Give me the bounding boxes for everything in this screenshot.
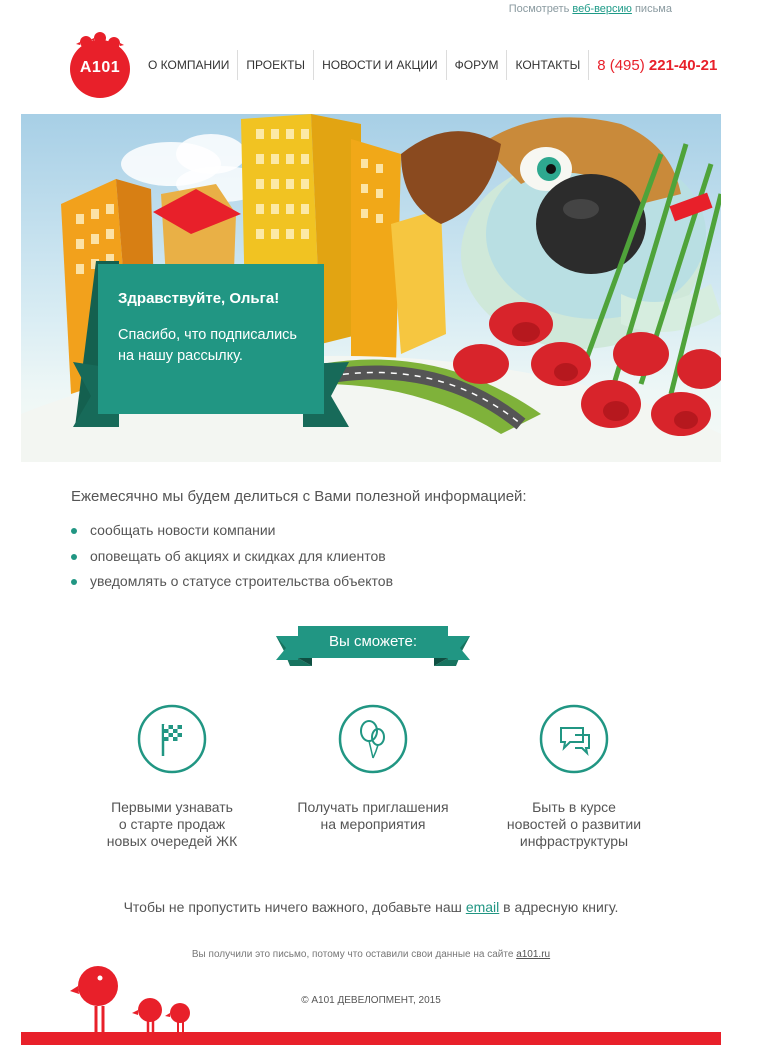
greeting-card	[98, 264, 324, 414]
feature-text	[290, 799, 456, 833]
web-version-prefix: Посмотреть	[508, 3, 573, 15]
logo-text: А101	[79, 59, 121, 76]
site-link[interactable]: a101.ru	[516, 949, 551, 960]
feature-line: на мероприятия	[320, 816, 426, 832]
nav-item-about[interactable]: О КОМПАНИИ	[140, 50, 238, 80]
note-prefix: Вы получили это письмо, потому что оставили свои данные на сайте	[191, 949, 517, 960]
addressbook-prefix: Чтобы не пропустить ничего важного, добавьте наш	[123, 899, 466, 915]
phone-main: 221-40-21	[648, 56, 718, 74]
nav-item-contacts[interactable]: КОНТАКТЫ	[507, 50, 589, 80]
addressbook-suffix: в адресную книгу.	[499, 899, 619, 915]
greeting-message: Спасибо, что подписались на нашу рассылку.	[118, 327, 297, 364]
list-item: уведомлять о статусе строительства объектов	[70, 571, 393, 597]
nav-item-projects[interactable]: ПРОЕКТЫ	[238, 50, 314, 80]
web-version-line	[509, 3, 672, 15]
chat-bubbles-icon	[539, 704, 609, 774]
web-version-link[interactable]: веб-версию	[572, 3, 632, 15]
subscription-note	[0, 949, 742, 960]
feature-line: новостей о развитии	[506, 816, 642, 832]
web-version-suffix: письма	[631, 3, 672, 15]
main-nav	[140, 50, 717, 80]
balloons-icon	[338, 704, 408, 774]
addressbook-note	[0, 899, 742, 915]
ribbon-heading	[276, 624, 470, 666]
checkered-flag-icon	[137, 704, 207, 774]
nav-item-news[interactable]: НОВОСТИ И АКЦИИ	[314, 50, 447, 80]
feature-line: Первыми узнавать	[111, 799, 233, 815]
feature-line: о старте продаж	[118, 816, 226, 832]
phone-prefix: 8 (495)	[597, 56, 649, 74]
greeting-title: Здравствуйте, Ольга!	[118, 290, 280, 307]
feature-line: Получать приглашения	[297, 799, 449, 815]
phone-number[interactable]	[589, 57, 717, 74]
feature-sales-start	[89, 704, 255, 850]
feature-invitations	[290, 704, 456, 850]
email-link[interactable]: email	[465, 899, 500, 915]
feature-line: новых очередей ЖК	[106, 833, 238, 849]
feature-text	[491, 799, 657, 850]
feature-text	[89, 799, 255, 850]
nav-item-forum[interactable]: ФОРУМ	[447, 50, 508, 80]
feature-line: Быть в курсе	[532, 799, 616, 815]
list-item: оповещать об акциях и скидках для клиентов	[70, 546, 393, 572]
features-row	[89, 704, 657, 850]
intro-text: Ежемесячно мы будем делиться с Вами полезной информацией:	[71, 488, 527, 505]
header	[68, 30, 718, 98]
copyright: © А101 ДЕВЕЛОПМЕНТ, 2015	[301, 995, 441, 1006]
feature-line: инфраструктуры	[519, 833, 629, 849]
benefits-list	[70, 520, 393, 597]
ribbon-label: Вы сможете:	[298, 626, 448, 658]
list-item: сообщать новости компании	[70, 520, 393, 546]
feature-infrastructure-news	[491, 704, 657, 850]
footer-bar	[21, 1032, 721, 1045]
logo[interactable]	[68, 30, 132, 98]
